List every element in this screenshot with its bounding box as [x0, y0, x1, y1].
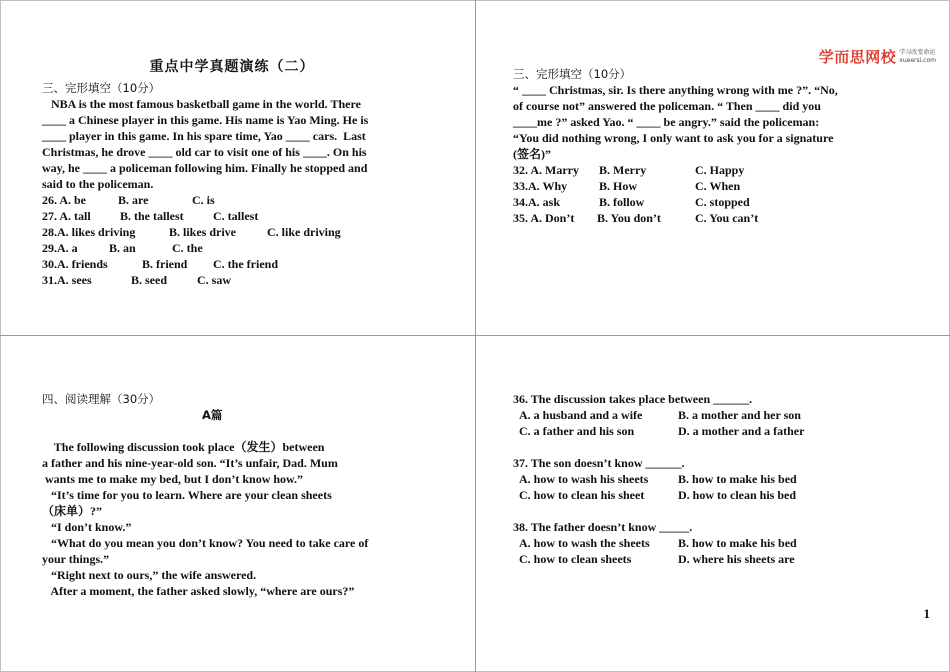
option-b: B. likes drive [169, 225, 237, 239]
option-b: B. the tallest [120, 209, 184, 223]
passage-line: your things.” [42, 552, 110, 566]
page-panel-1 [42, 56, 462, 288]
option-a: 32. A. Marry [513, 163, 579, 177]
passage-line: “It’s time for you to learn. Where are your clean sheets [42, 488, 332, 502]
option-c: C. the friend [213, 257, 278, 271]
option-row [42, 208, 462, 224]
passage-line: ____ a Chinese player in this game. His name is Yao Ming. He is [42, 113, 369, 127]
option-a: 33.A. Why [513, 179, 568, 193]
option-a: 28.A. likes driving [42, 225, 136, 239]
option-b: B. a mother and her son [678, 408, 801, 422]
brand-logo [819, 46, 936, 67]
passage-subtitle: A篇 [202, 408, 223, 422]
option-a: 29.A. a [42, 241, 78, 255]
passage-line: a father and his nine-year-old son. “It’s unfair, Dad. Mum [42, 456, 338, 470]
option-row [513, 194, 933, 210]
option-c: C. You can’t [695, 211, 759, 225]
passage-line: “You did nothing wrong, I only want to ask you for a signature [513, 131, 834, 145]
option-a: 27. A. tall [42, 209, 91, 223]
passage-line: way, he ____ a policeman following him. Finally he stopped and [42, 161, 368, 175]
option-a: A. a husband and a wife [519, 408, 643, 422]
option-b: B. how to make his bed [678, 536, 797, 550]
option-b: B. an [109, 241, 136, 255]
option-b: B. how to make his bed [678, 472, 797, 486]
option-b: B. Merry [599, 163, 647, 177]
option-c: C. how to clean sheets [519, 552, 632, 566]
option-a: 30.A. friends [42, 257, 108, 271]
option-b: B. friend [142, 257, 188, 271]
passage [42, 96, 462, 192]
passage-line: wants me to make my bed, but I don’t know how.” [42, 472, 304, 486]
option-row [513, 423, 933, 439]
option-c: C. tallest [213, 209, 259, 223]
section-heading: 三、完形填空（10分） [42, 81, 161, 95]
passage-line: The following discussion took place（发生）between [42, 440, 325, 454]
option-b: B. follow [599, 195, 645, 209]
option-c: C. is [192, 193, 215, 207]
option-row [513, 551, 933, 567]
option-row [42, 272, 462, 288]
option-b: B. How [599, 179, 638, 193]
option-b: B. seed [131, 273, 167, 287]
option-row [513, 487, 933, 503]
option-row [513, 535, 933, 551]
option-c: C. like driving [267, 225, 341, 239]
option-row [513, 210, 933, 226]
logo-text: 学而思网校 [818, 48, 897, 66]
page-panel-4 [513, 391, 933, 567]
option-row [513, 162, 933, 178]
option-row [42, 240, 462, 256]
passage-line: After a moment, the father asked slowly, “where are ours?” [42, 584, 355, 598]
option-b: B. are [118, 193, 149, 207]
logo-slogan: 学习改变命运 [899, 48, 936, 56]
option-c: C. a father and his son [519, 424, 635, 438]
passage-line: “What do you mean you don’t know? You need to take care of [42, 536, 369, 550]
page-panel-3 [42, 391, 462, 599]
passage-line: Christmas, he drove ____ old car to visit one of his ____. On his [42, 145, 367, 159]
option-c: C. the [172, 241, 203, 255]
option-a: 34.A. ask [513, 195, 561, 209]
passage-line: said to the policeman. [42, 177, 154, 191]
option-c: C. saw [197, 273, 232, 287]
horizontal-divider [0, 335, 950, 336]
question-stem: 38. The father doesn’t know _____. [513, 520, 693, 534]
page-number: 1 [923, 606, 930, 621]
passage-line: “I don’t know.” [42, 520, 132, 534]
option-c: C. stopped [695, 195, 750, 209]
section-heading: 三、完形填空（10分） [513, 67, 632, 81]
passage-line: “Right next to ours,” the wife answered. [42, 568, 257, 582]
option-row [513, 178, 933, 194]
option-a: A. how to wash his sheets [519, 472, 649, 486]
vertical-divider [475, 0, 476, 672]
question-block [513, 391, 933, 439]
question-stem: 37. The son doesn’t know ______. [513, 456, 685, 470]
passage-line: “ ____ Christmas, sir. Is there anything wrong with me ?”. “No, [513, 83, 838, 97]
option-d: D. where his sheets are [678, 552, 795, 566]
option-row [42, 256, 462, 272]
option-b: B. You don’t [597, 211, 661, 225]
option-a: 26. A. be [42, 193, 87, 207]
option-row [513, 407, 933, 423]
option-c: C. how to clean his sheet [519, 488, 645, 502]
option-d: D. a mother and a father [678, 424, 805, 438]
option-c: C. Happy [695, 163, 745, 177]
passage-line: NBA is the most famous basketball game in the world. There [42, 97, 361, 111]
question-block [513, 519, 933, 567]
passage-line: ____ player in this game. In his spare time, Yao ____ cars. Last [42, 129, 366, 143]
option-row [513, 471, 933, 487]
passage-line: of course not” answered the policeman. “ Then ____ did you [513, 99, 821, 113]
option-row [42, 192, 462, 208]
option-a: 35. A. Don’t [513, 211, 575, 225]
option-a: 31.A. sees [42, 273, 92, 287]
passage-line: （床单）?” [42, 504, 103, 518]
option-row [42, 224, 462, 240]
logo-domain: xueersi.com [899, 56, 936, 64]
page-title: 重点中学真题演练（二） [149, 59, 315, 75]
question-stem: 36. The discussion takes place between ______. [513, 392, 753, 406]
passage-line: ____me ?” asked Yao. “ ____ be angry.” said the policeman: [513, 115, 820, 129]
option-a: A. how to wash the sheets [519, 536, 650, 550]
option-d: D. how to clean his bed [678, 488, 797, 502]
passage-line: (签名)” [513, 147, 551, 161]
option-c: C. When [695, 179, 741, 193]
question-block [513, 455, 933, 503]
page-panel-2 [513, 66, 933, 226]
section-heading: 四、阅读理解（30分） [42, 392, 161, 406]
